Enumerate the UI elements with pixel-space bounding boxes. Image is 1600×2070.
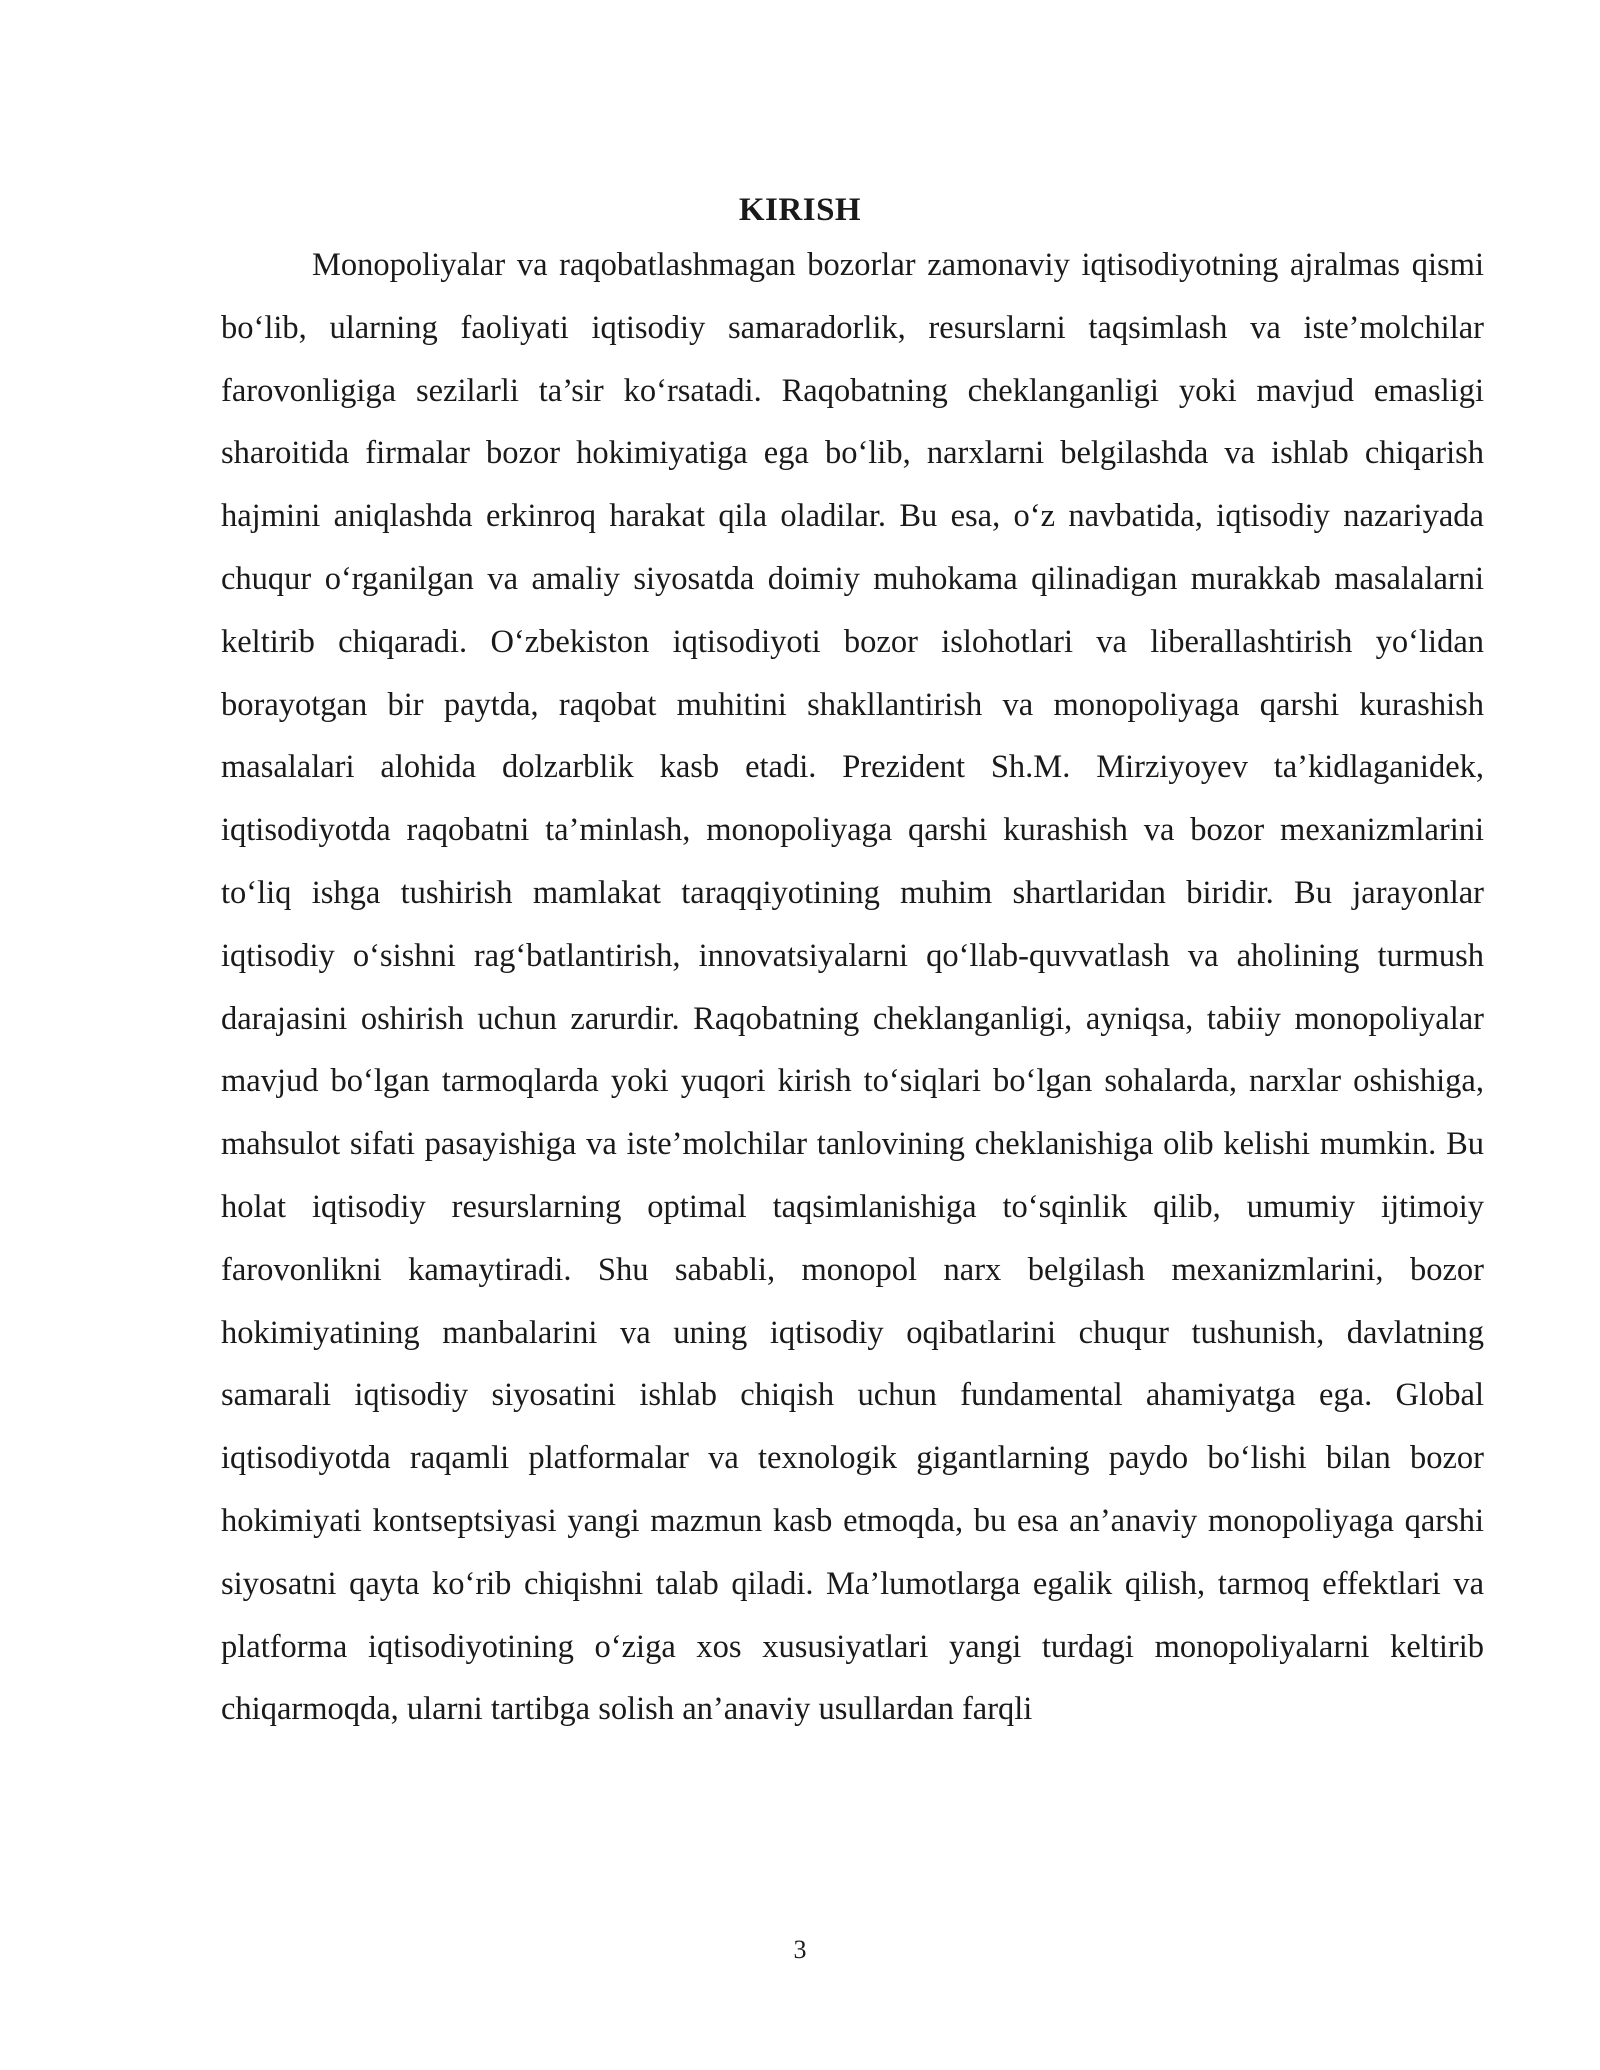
body-paragraph: Monopoliyalar va raqobatlashmagan bozorlar zamonaviy iqtisodiyotning ajralmas qismi bo‘lib, ularning faoliyati iqtisodiy samaradorlik, resurslarni taqsimlash va iste’molchilar farovonligiga sezilarli ta’sir ko‘rsatadi. Raqobatning cheklanganligi yoki mavjud emasligi sharoitida firmalar bozor hokimiyatiga ega bo‘lib, narxlarni belgilashda va ishlab chiqarish hajmini aniqlashda erkinroq harakat qila oladilar. Bu esa, o‘z navbatida, iqtisodiy nazariyada chuqur o‘rganilgan va amaliy siyosatda doimiy muhokama qilinadigan murakkab masalalarni keltirib chiqaradi. O‘zbekiston iqtisodiyoti bozor islohotlari va liberallashtirish yo‘lidan borayotgan bir paytda, raqobat muhitini shakllantirish va monopoliyaga qarshi kurashish masalalari alohida dolzarblik kasb etadi. Prezident Sh.M. Mirziyoyev ta’kidlaganidek, iqtisodiyotda raqobatni ta’minlash, monopoliyaga qarshi kurashish va bozor mexanizmlarini to‘liq ishga tushirish mamlakat taraqqiyotining muhim shartlaridan biridir. Bu jarayonlar iqtisodiy o‘sishni rag‘batlantirish, innovatsiyalarni qo‘llab-quvvatlash va aholining turmush darajasini oshirish uchun zarurdir. Raqobatning cheklanganligi, ayniqsa, tabiiy monopoliyalar mavjud bo‘lgan tarmoqlarda yoki yuqori kirish to‘siqlari bo‘lgan sohalarda, narxlar oshishiga, mahsulot sifati pasayishiga va iste’molchilar tanlovining cheklanishiga olib kelishi mumkin. Bu holat iqtisodiy resurslarning optimal taqsimlanishiga to‘sqinlik qilib, umumiy ijtimoiy farovonlikni kamaytiradi. Shu sababli, monopol narx belgilash mexanizmlarini, bozor hokimiyatining manbalarini va uning iqtisodiy oqibatlarini chuqur tushunish, davlatning samarali iqtisodiy siyosatini ishlab chiqish uchun fundamental ahamiyatga ega. Global iqtisodiyotda raqamli platformalar va texnologik gigantlarning paydo bo‘lishi bilan bozor hokimiyati kontseptsiyasi yangi mazmun kasb etmoqda, bu esa an’anaviy monopoliyaga qarshi siyosatni qayta ko‘rib chiqishni talab qiladi. Ma’lumotlarga egalik qilish, tarmoq effektlari va platforma iqtisodiyotining o‘ziga xos xususiyatlari yangi turdagi monopoliyalarni keltirib chiqarmoqda, ularni tartibga solish an’anaviy usullardan farqli (221, 247, 1484, 1728)
page-number: 3 (793, 1935, 807, 1964)
section-heading: KIRISH (738, 192, 862, 228)
